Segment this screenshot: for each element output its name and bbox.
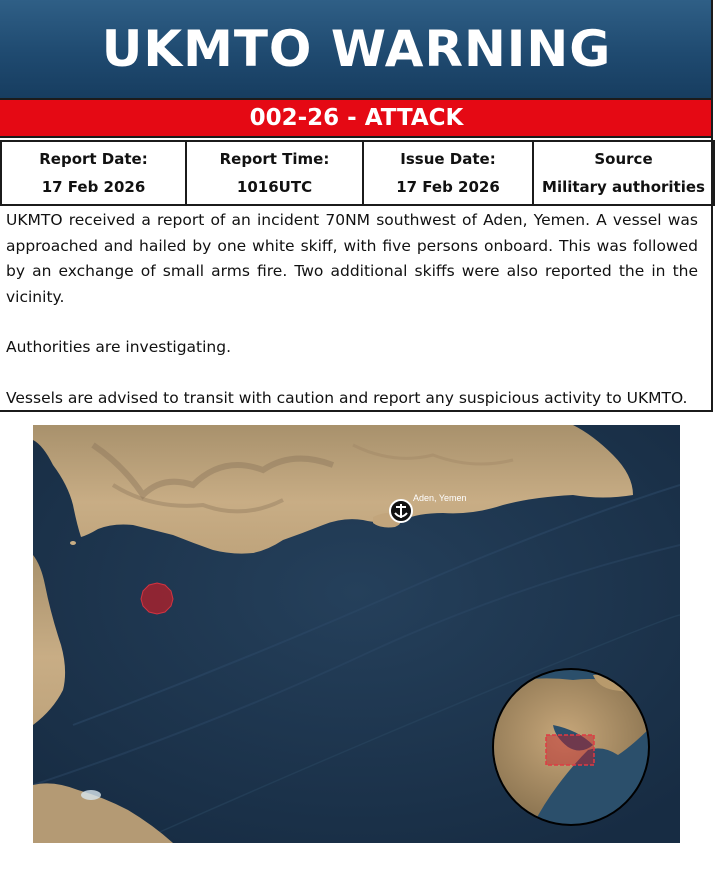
report-time-label: Report Time:	[219, 150, 330, 168]
advisory-paragraph: Vessels are advised to transit with caution and report any suspicious activity to UKMTO.	[6, 388, 688, 407]
anchor-port-icon	[390, 500, 412, 522]
issue-date-cell	[363, 141, 533, 205]
report-date-cell	[1, 141, 186, 205]
incident-area-marker	[141, 583, 173, 614]
status-paragraph: Authorities are investigating.	[6, 338, 232, 356]
source-label: Source	[594, 150, 653, 168]
port-label: Aden, Yemen	[413, 493, 467, 503]
warning-banner	[0, 98, 713, 138]
source-cell	[533, 141, 714, 205]
issue-date-label: Issue Date:	[400, 150, 496, 168]
issue-date-value: 17 Feb 2026	[396, 178, 500, 196]
report-date-label: Report Date:	[39, 150, 148, 168]
incident-paragraph: UKMTO received a report of an incident 70NM southwest of Aden, Yemen. A vessel was approached and hailed by one white skiff, with five persons onboard. This was followed by an exchange of small arms fire. Two additional skiffs were also reported the in the vicinity.	[6, 211, 698, 306]
source-value: Military authorities	[542, 178, 705, 196]
report-info-table	[0, 140, 715, 206]
map-graphic	[33, 425, 680, 843]
incident-description	[6, 208, 698, 436]
incident-map	[33, 425, 680, 843]
frame-right-border	[711, 0, 713, 412]
report-date-value: 17 Feb 2026	[41, 178, 146, 196]
report-time-cell	[186, 141, 363, 205]
page-header	[0, 0, 713, 98]
warning-id: 002-26 - ATTACK	[249, 105, 464, 131]
report-time-value: 1016UTC	[236, 178, 313, 196]
section-divider	[0, 410, 713, 412]
page-title: UKMTO WARNING	[101, 20, 612, 78]
